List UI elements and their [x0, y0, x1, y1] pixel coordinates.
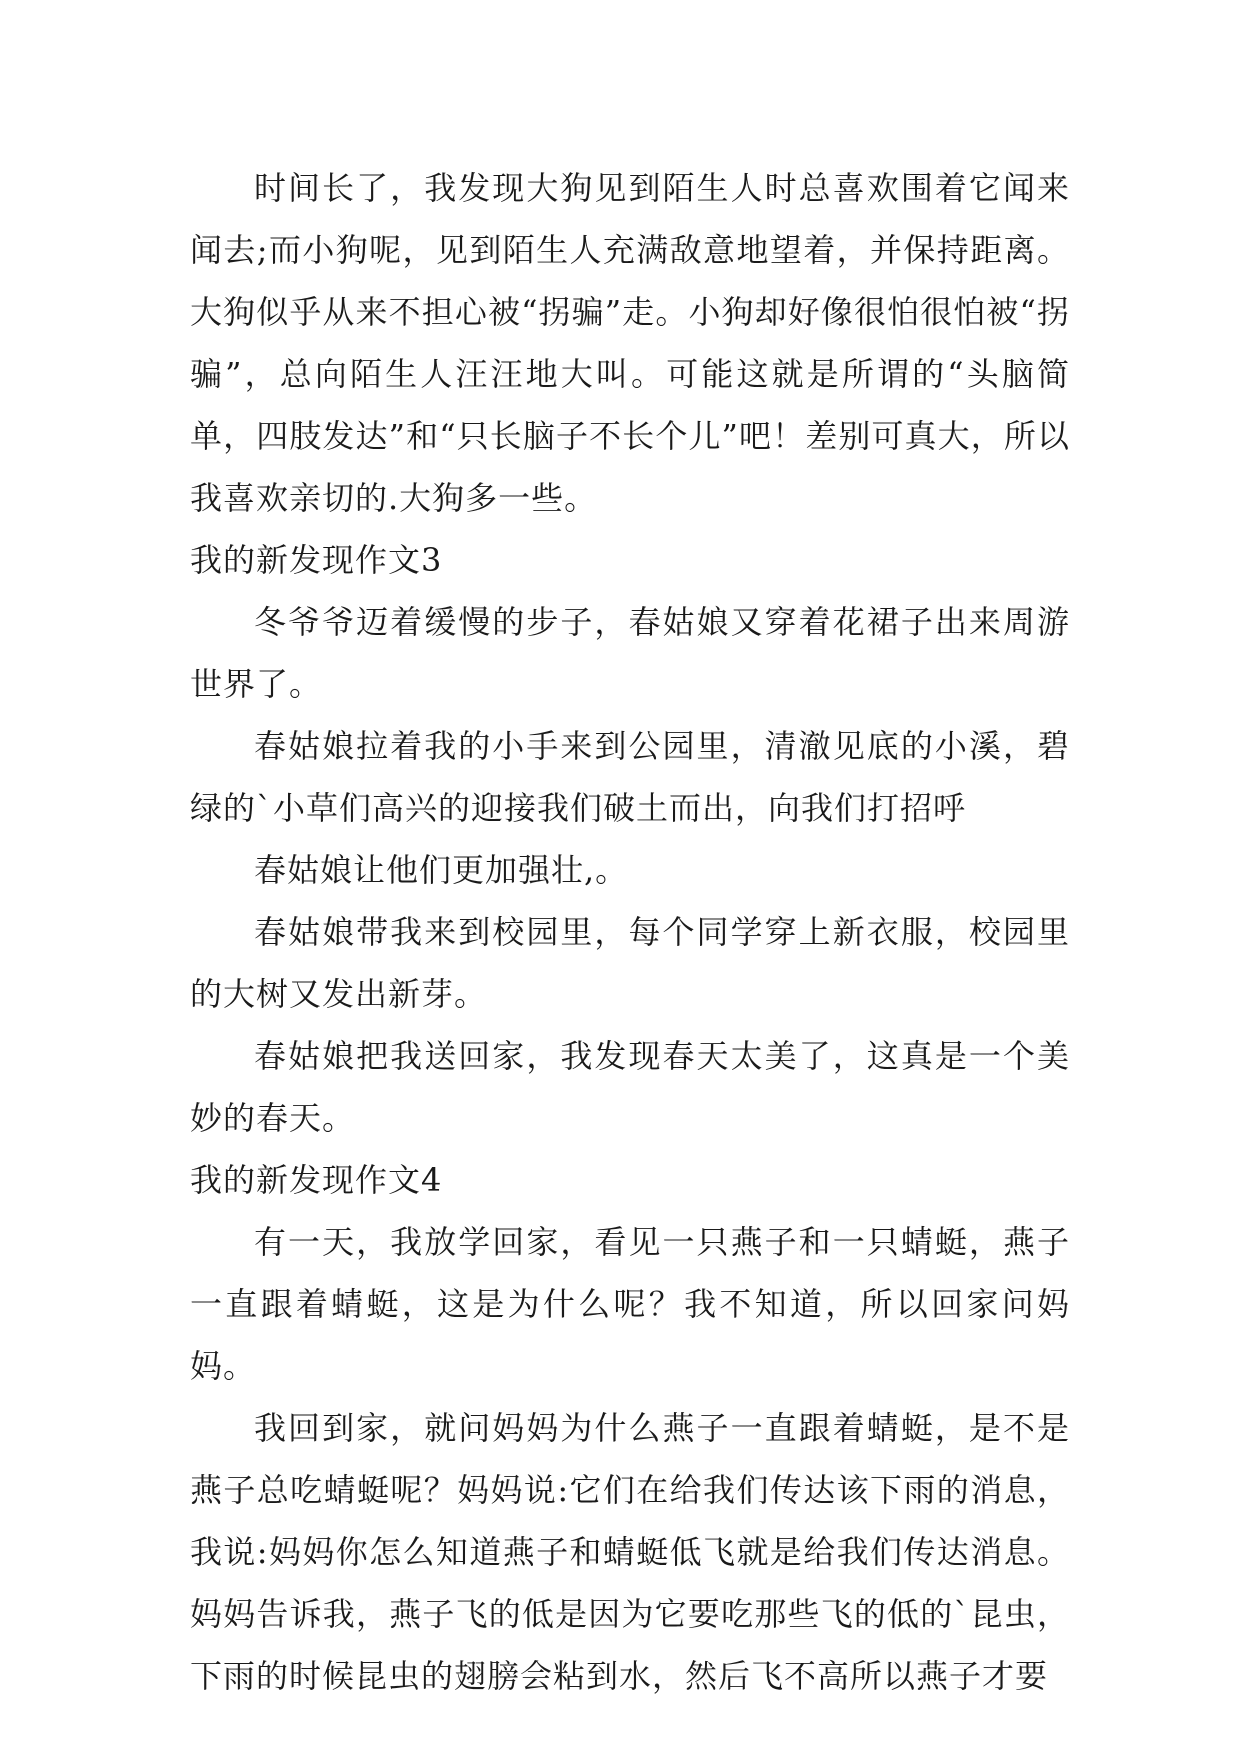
paragraph-stronger: 春姑娘让他们更加强壮,。 [254, 851, 629, 889]
paragraph-park: 春姑娘拉着我的小手来到公园里，清澈见底的小溪，碧绿的`小草们高兴的迎接我们破土而出，向我们打招呼 [190, 727, 1070, 827]
paragraph-swallow-dragonfly: 有一天，我放学回家，看见一只燕子和一只蜻蜓，燕子一直跟着蜻蜓，这是为什么呢？我不知道，所以回家问妈妈。 [190, 1223, 1070, 1385]
document-page [190, 157, 1070, 1707]
paragraph-dogs-conclusion: 时间长了，我发现大狗见到陌生人时总喜欢围着它闻来闻去;而小狗呢，见到陌生人充满敌意地望着，并保持距离。大狗似乎从来不担心被“拐骗”走。小狗却好像很怕很怕被“拐骗”，总向陌生人汪汪地大叫。可能这就是所谓的“头脑简单，四肢发达”和“只长脑子不长个儿”吧！差别可真大，所以我喜欢亲切的.大狗多一些。 [190, 169, 1070, 517]
paragraph-spring-arrives: 冬爷爷迈着缓慢的步子，春姑娘又穿着花裙子出来周游世界了。 [190, 603, 1070, 703]
paragraph-campus: 春姑娘带我来到校园里，每个同学穿上新衣服，校园里的大树又发出新芽。 [190, 913, 1070, 1013]
section-heading-essay-3: 我的新发现作文3 [190, 541, 443, 579]
paragraph-ask-mother: 我回到家，就问妈妈为什么燕子一直跟着蜻蜓，是不是燕子总吃蜻蜓呢？妈妈说:它们在给我们传达该下雨的消息，我说:妈妈你怎么知道燕子和蜻蜓低飞就是给我们传达消息。妈妈告诉我，燕子飞的低是因为它要吃那些飞的低的`昆虫，下雨的时候昆虫的翅膀会粘到水，然后飞不高所以燕子才要 [190, 1409, 1070, 1695]
section-heading-essay-4: 我的新发现作文4 [190, 1161, 443, 1199]
paragraph-home: 春姑娘把我送回家，我发现春天太美了，这真是一个美妙的春天。 [190, 1037, 1070, 1137]
